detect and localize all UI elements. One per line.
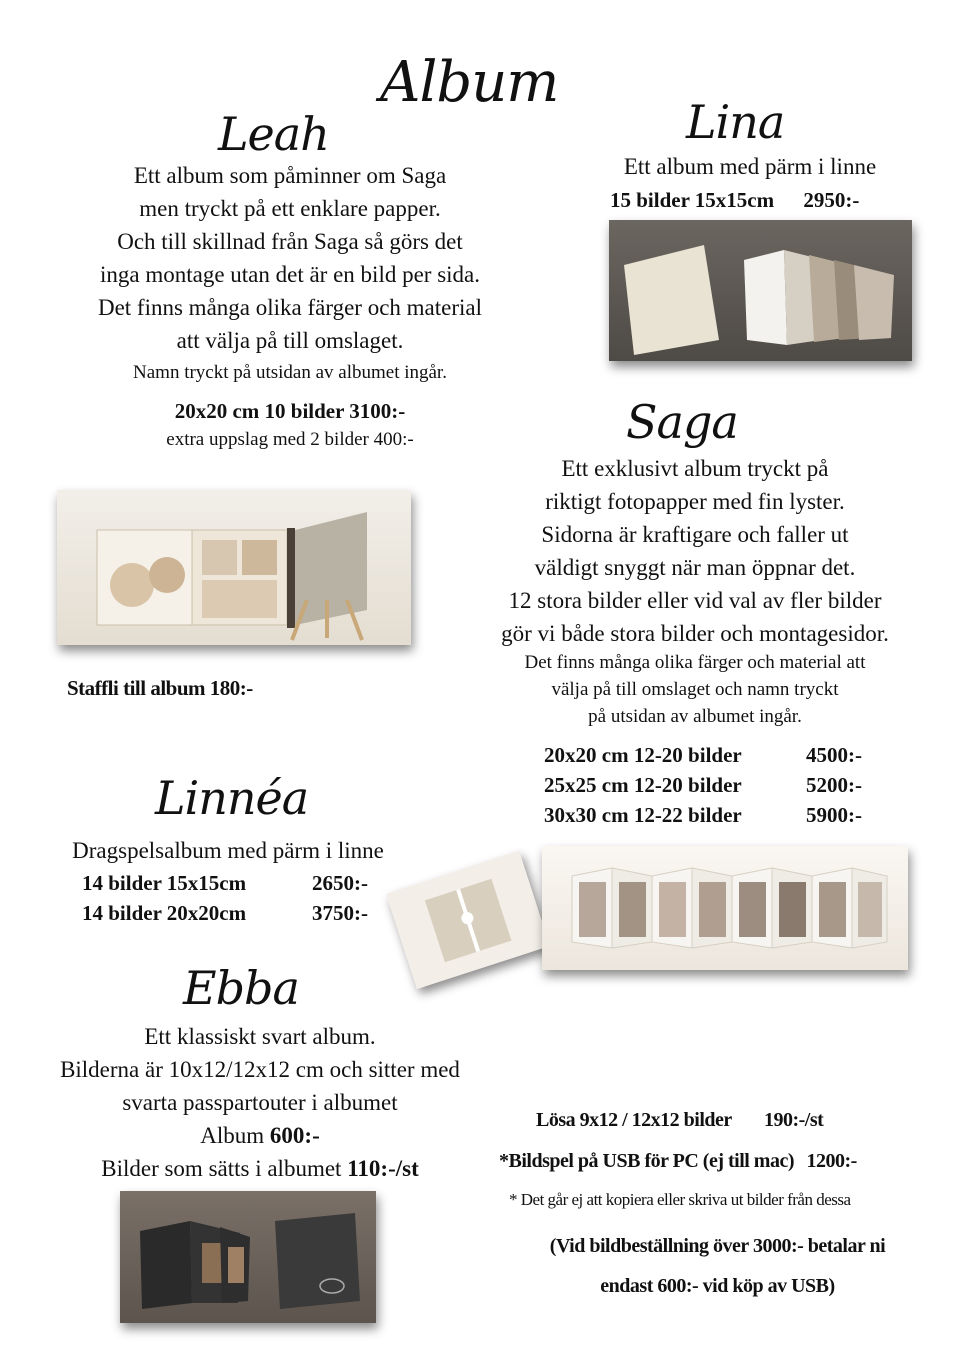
ebba-album-illustration bbox=[120, 1191, 376, 1323]
saga-price-row bbox=[544, 740, 862, 770]
loose-pictures-price: 190:-/st bbox=[763, 1109, 824, 1131]
lina-spec bbox=[610, 186, 859, 214]
saga-price-row bbox=[544, 770, 862, 800]
leah-line: Och till skillnad från Saga så görs det bbox=[117, 229, 463, 254]
usb-slideshow-label: *Bildspel på USB för PC (ej till mac) bbox=[499, 1150, 795, 1172]
saga-price-value: 4500:- bbox=[806, 743, 862, 767]
lina-album-photo bbox=[609, 220, 912, 361]
usb-slideshow bbox=[499, 1147, 857, 1175]
saga-line: 12 stora bilder eller vid val av fler bilder bbox=[508, 588, 882, 613]
lina-spec-text: 15 bilder 15x15cm bbox=[610, 188, 775, 212]
ebba-line: svarta passpartouter i albumet bbox=[122, 1090, 398, 1115]
leah-line: Det finns många olika färger och material bbox=[97, 295, 483, 320]
linnea-price-spec: 14 bilder 15x15cm bbox=[82, 871, 247, 895]
usb-note: * Det går ej att kopiera eller skriva ut bilder från dessa bbox=[509, 1190, 851, 1209]
ebba-line: Ett klassiskt svart album. bbox=[144, 1024, 376, 1049]
saga-price-spec: 25x25 cm 12-20 bilder bbox=[544, 773, 742, 797]
linnea-cover-photo bbox=[386, 851, 550, 989]
linnea-accordion-photo bbox=[542, 846, 908, 970]
loose-pictures-label: Lösa 9x12 / 12x12 bilder bbox=[536, 1109, 732, 1131]
easel-price: Staffli till album 180:- bbox=[67, 676, 253, 700]
leah-extra: extra uppslag med 2 bilder 400:- bbox=[166, 429, 414, 450]
linnea-description: Dragspelsalbum med pärm i linne bbox=[72, 838, 384, 863]
leah-line: att välja på till omslaget. bbox=[176, 328, 404, 353]
saga-note: välja på till omslaget och namn tryckt bbox=[551, 679, 839, 700]
saga-price-value: 5200:- bbox=[806, 773, 862, 797]
saga-line: Sidorna är kraftigare och faller ut bbox=[541, 522, 849, 547]
leah-line: Ett album som påminner om Saga bbox=[133, 163, 447, 188]
saga-price-value: 5900:- bbox=[806, 803, 862, 827]
saga-line: riktigt fotopapper med fin lyster. bbox=[545, 489, 845, 514]
saga-line: Ett exklusivt album tryckt på bbox=[561, 456, 829, 481]
loose-pictures bbox=[536, 1106, 823, 1134]
linnea-prices bbox=[82, 868, 368, 928]
ebba-heading: Ebba bbox=[183, 961, 299, 1015]
linnea-price-value: 3750:- bbox=[312, 901, 368, 925]
leah-album-illustration bbox=[57, 490, 411, 645]
usb-slideshow-price: 1200:- bbox=[806, 1150, 857, 1172]
ebba-description bbox=[10, 1020, 510, 1185]
lina-price: 2950:- bbox=[803, 188, 860, 212]
saga-price-row bbox=[544, 800, 862, 830]
ebba-pics-line bbox=[10, 1152, 510, 1185]
usb-offer-line: (Vid bildbeställning över 3000:- betalar ni bbox=[549, 1235, 886, 1257]
page-title: Album bbox=[380, 50, 559, 115]
lina-description: Ett album med pärm i linne bbox=[623, 154, 877, 179]
linnea-price-row bbox=[82, 868, 368, 898]
ebba-line: Bilderna är 10x12/12x12 cm och sitter med bbox=[60, 1057, 460, 1082]
saga-heading: Saga bbox=[626, 395, 738, 449]
saga-note: på utsidan av albumet ingår. bbox=[588, 706, 802, 727]
ebba-album-photo bbox=[120, 1191, 376, 1323]
linnea-price-value: 2650:- bbox=[312, 871, 368, 895]
saga-prices bbox=[544, 740, 862, 830]
leah-line: inga montage utan det är en bild per sida. bbox=[99, 262, 481, 287]
leah-note: Namn tryckt på utsidan av albumet ingår. bbox=[133, 362, 447, 383]
saga-price-spec: 30x30 cm 12-22 bilder bbox=[544, 803, 742, 827]
leah-album-photo bbox=[57, 490, 411, 645]
ebba-album-price: 600:- bbox=[269, 1123, 320, 1148]
ebba-pics-label: Bilder som sätts i albumet bbox=[101, 1156, 342, 1181]
lina-heading: Lina bbox=[686, 95, 785, 149]
saga-note: Det finns många olika färger och material att bbox=[524, 652, 866, 673]
leah-heading: Leah bbox=[218, 107, 329, 161]
usb-offer bbox=[490, 1226, 945, 1306]
linnea-price-row bbox=[82, 898, 368, 928]
lina-album-illustration bbox=[609, 220, 912, 361]
linnea-accordion-illustration bbox=[542, 846, 908, 970]
ebba-album-label: Album bbox=[200, 1123, 265, 1148]
leah-price: 20x20 cm 10 bilder 3100:- bbox=[174, 399, 406, 423]
leah-line: men tryckt på ett enklare papper. bbox=[139, 196, 441, 221]
saga-price-spec: 20x20 cm 12-20 bilder bbox=[544, 743, 742, 767]
usb-offer-line: endast 600:- vid köp av USB) bbox=[600, 1275, 835, 1297]
saga-description bbox=[450, 452, 940, 650]
ebba-pics-price: 110:-/st bbox=[347, 1156, 419, 1181]
saga-line: gör vi både stora bilder och montagesidor. bbox=[501, 621, 889, 646]
saga-line: väldigt snyggt när man öppnar det. bbox=[534, 555, 856, 580]
linnea-cover-illustration bbox=[386, 851, 550, 989]
linnea-heading: Linnéa bbox=[155, 771, 309, 825]
ebba-album-line bbox=[10, 1119, 510, 1152]
saga-notes bbox=[450, 649, 940, 730]
linnea-price-spec: 14 bilder 20x20cm bbox=[82, 901, 247, 925]
leah-description bbox=[40, 159, 540, 357]
